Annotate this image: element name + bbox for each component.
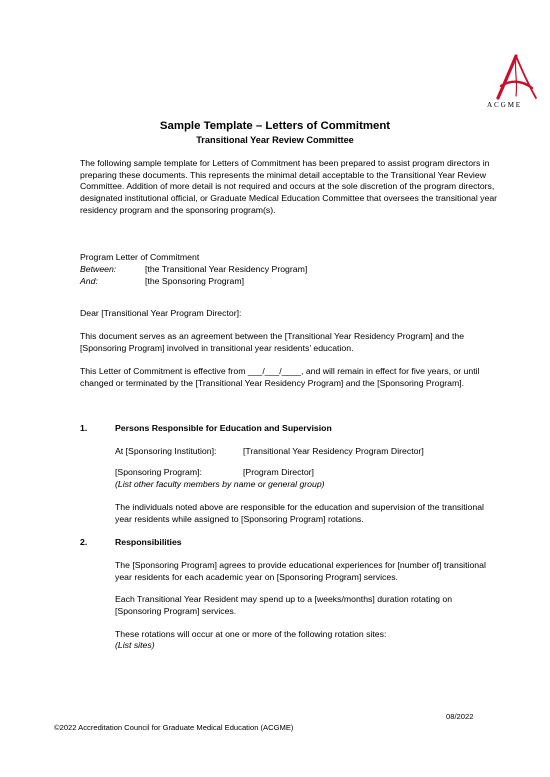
- section-2-paragraph-1: The [Sponsoring Program] agrees to provide educational experiences for [number of] transitional year residents for each academic year on [Sponsoring Program] services.: [115, 560, 486, 582]
- acgme-logo-icon: [490, 52, 542, 104]
- intro-paragraph: The following sample template for Letters of Commitment has been prepared to assist program directors in preparing these documents. This represents the minimal detail acceptable to the Transitional Year Review Committee. Addition of more detail is not required and occurs at the sole discretion of the program directors, designated institutional official, or Graduate Medical Education Committee that oversees the transitional year residency program and the sponsoring program(s).: [80, 158, 498, 215]
- section-1-paragraph: The individuals noted above are responsible for the education and supervision of the transitional year residents while assigned to [Sponsoring Program] rotations.: [115, 502, 484, 524]
- section-2-paragraph-3: These rotations will occur at one or more of the following rotation sites:: [115, 629, 387, 639]
- salutation: Dear [Transitional Year Program Director]:: [80, 308, 242, 318]
- section-2-title: Responsibilities: [115, 537, 182, 547]
- section-1-row1-label: At [Sponsoring Institution]:: [115, 446, 217, 456]
- section-1-row1-value: [Transitional Year Residency Program Director]: [243, 446, 424, 456]
- footer-copyright: ©2022 Accreditation Council for Graduate Medical Education (ACGME): [54, 723, 294, 732]
- section-1-row2-label: [Sponsoring Program]:: [115, 467, 202, 477]
- document-subtitle: Transitional Year Review Committee: [196, 135, 354, 145]
- between-label: Between:: [80, 264, 117, 274]
- footer-date: 08/2022: [446, 712, 474, 721]
- between-value: [the Transitional Year Residency Program]: [145, 264, 308, 274]
- section-2-note: (List sites): [115, 640, 155, 650]
- document-title: Sample Template – Letters of Commitment: [159, 120, 391, 132]
- logo-wordmark: ACGME: [487, 101, 522, 109]
- section-1-note: (List other faculty members by name or general group): [115, 479, 325, 489]
- section-2-number: 2.: [80, 537, 88, 547]
- effective-paragraph: This Letter of Commitment is effective from ___/___/____, and will remain in effect for five years, or until changed or terminated by the [Transitional Year Residency Program] and the [Sponsoring Program].: [80, 366, 480, 388]
- agreement-paragraph: This document serves as an agreement between the [Transitional Year Residency Program] and the [Sponsoring Program] involved in transitional year residents’ education.: [80, 331, 465, 353]
- and-label: And:: [80, 276, 98, 286]
- section-1-number: 1.: [80, 423, 88, 433]
- letter-heading: Program Letter of Commitment: [80, 252, 200, 262]
- section-1-title: Persons Responsible for Education and Supervision: [115, 423, 332, 433]
- section-1-row2-value: [Program Director]: [243, 467, 314, 477]
- and-value: [the Sponsoring Program]: [145, 276, 244, 286]
- section-2-paragraph-2: Each Transitional Year Resident may spend up to a [weeks/months] duration rotating on [Sponsoring Program] services.: [115, 594, 453, 616]
